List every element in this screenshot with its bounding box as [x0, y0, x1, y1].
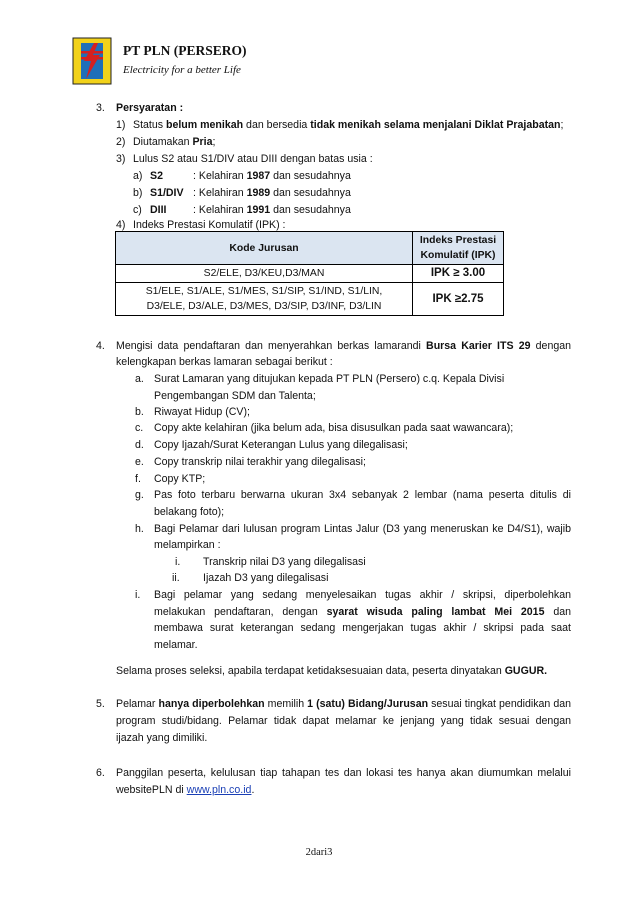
- cell-kode: S1/ELE, S1/ALE, S1/MES, S1/SIP, S1/IND, S1/LIN, D3/ELE, D3/ALE, D3/MES, D3/SIP, D3/INF, D3/LIN: [116, 283, 413, 316]
- doc-i-line-1: Bagi pelamar yang sedang menyelesaikan tugas akhir / skripsi, diperbolehkan: [154, 589, 571, 601]
- pln-website-link[interactable]: www.pln.co.id: [186, 784, 252, 796]
- age-c-text: : Kelahiran 1991 dan sesudahnya: [193, 204, 351, 216]
- doc-e-letter: e.: [135, 456, 144, 468]
- age-a-text: : Kelahiran 1987 dan sesudahnya: [193, 170, 351, 182]
- req-item-2-number: 2): [116, 136, 126, 148]
- section-4-number: 4.: [96, 340, 105, 352]
- cell-kode: S2/ELE, D3/KEU,D3/MAN: [116, 265, 413, 283]
- doc-b-letter: b.: [135, 406, 144, 418]
- doc-c-letter: c.: [135, 422, 144, 434]
- section-4-line-2: kelengkapan berkas lamaran sebagai berikut :: [116, 356, 333, 368]
- cell-ipk: IPK ≥2.75: [413, 283, 504, 316]
- company-name: PT PLN (PERSERO): [123, 43, 247, 58]
- req-item-3: Lulus S2 atau S1/DIV atau DIII dengan batas usia :: [133, 153, 373, 165]
- section-5-number: 5.: [96, 698, 105, 710]
- pln-logo-icon: [72, 37, 112, 85]
- age-b-letter: b): [133, 187, 143, 199]
- section-6-number: 6.: [96, 767, 105, 779]
- table-header-row: [116, 232, 504, 265]
- section-3-title: Persyaratan :: [116, 102, 184, 114]
- section-4-line-1: Mengisi data pendaftaran dan menyerahkan berkas lamarandi Bursa Karier ITS 29 dengan: [116, 340, 572, 352]
- doc-h-sub-2-text: Ijazah D3 yang dilegalisasi: [203, 572, 329, 584]
- doc-i-line-3: membawa surat keterangan sedang mengerjakan tugas akhir / skripsi pada saat: [154, 622, 571, 634]
- doc-f-letter: f.: [135, 473, 141, 485]
- doc-e-text: Copy transkrip nilai terakhir yang dilegalisasi;: [154, 456, 366, 468]
- req-item-3-number: 3): [116, 153, 126, 165]
- section-5-line-1: Pelamar hanya diperbolehkan memilih 1 (satu) Bidang/Jurusan sesuai tingkat pendidikan dan: [116, 698, 572, 710]
- age-c-degree: DIII: [150, 204, 167, 216]
- doc-f-text: Copy KTP;: [154, 473, 206, 485]
- section-5-line-2: program studi/bidang. Pelamar tidak dapat melamar ke jenjang yang tidak sesuai dengan: [116, 715, 571, 727]
- doc-h-line-1: Bagi Pelamar dari lulusan program Lintas Jalur (D3 yang meneruskan ke D4/S1), wajib: [154, 523, 571, 535]
- doc-d-text: Copy Ijazah/Surat Keterangan Lulus yang dilegalisasi;: [154, 439, 408, 451]
- doc-b-text: Riwayat Hidup (CV);: [154, 406, 250, 418]
- ipk-table: [115, 231, 504, 316]
- req-item-2: Diutamakan Pria;: [133, 136, 216, 148]
- doc-h-sub-1-text: Transkrip nilai D3 yang dilegalisasi: [203, 556, 366, 568]
- req-item-1-number: 1): [116, 119, 126, 131]
- section-5-line-3: ijazah yang dimiliki.: [116, 732, 208, 744]
- doc-h-line-2: melampirkan :: [154, 539, 221, 551]
- req-item-4: Indeks Prestasi Komulatif (IPK) :: [133, 219, 286, 231]
- doc-a-line-2: Pengembangan SDM dan Talenta;: [154, 390, 316, 402]
- doc-h-sub-1-number: i.: [175, 556, 181, 568]
- doc-h-sub-2-number: ii.: [172, 572, 180, 584]
- doc-i-line-2: melakukan pendaftaran, dengan syarat wisuda paling lambat Mei 2015 dan: [154, 606, 571, 618]
- doc-c-text: Copy akte kelahiran (jika belum ada, bisa disusulkan pada saat wawancara);: [154, 422, 514, 434]
- doc-a-letter: a.: [135, 373, 144, 385]
- age-c-letter: c): [133, 204, 142, 216]
- page-number: 2dari3: [305, 847, 333, 858]
- table-row: [116, 265, 504, 283]
- section-4-note: Selama proses seleksi, apabila terdapat ketidaksesuaian data, peserta dinyatakan GUGUR.: [116, 665, 548, 677]
- req-item-4-number: 4): [116, 219, 126, 231]
- age-b-degree: S1/DIV: [150, 187, 184, 199]
- doc-g-letter: g.: [135, 489, 144, 501]
- pln-logo: [72, 37, 112, 85]
- age-a-degree: S2: [150, 170, 163, 182]
- doc-a-line-1: Surat Lamaran yang ditujukan kepada PT PLN (Persero) c.q. Kepala Divisi: [154, 373, 505, 385]
- col-header-ipk: Indeks Prestasi Komulatif (IPK): [413, 232, 504, 265]
- req-item-1: Status belum menikah dan bersedia tidak menikah selama menjalani Diklat Prajabatan;: [133, 119, 564, 131]
- section-3-number: 3.: [96, 102, 105, 114]
- age-a-letter: a): [133, 170, 143, 182]
- doc-d-letter: d.: [135, 439, 144, 451]
- section-6-line-1: Panggilan peserta, kelulusan tiap tahapan tes dan lokasi tes hanya akan diumumkan melalui: [116, 767, 571, 779]
- doc-g-line-1: Pas foto terbaru berwarna ukuran 3x4 sebanyak 2 lembar (nama peserta ditulis di: [154, 489, 571, 501]
- doc-h-letter: h.: [135, 523, 144, 535]
- doc-g-line-2: belakang foto);: [154, 506, 225, 518]
- age-b-text: : Kelahiran 1989 dan sesudahnya: [193, 187, 351, 199]
- col-header-kode: Kode Jurusan: [116, 232, 413, 265]
- doc-i-letter: i.: [135, 589, 141, 601]
- doc-i-line-4: melamar.: [154, 639, 198, 651]
- cell-ipk: IPK ≥ 3.00: [413, 265, 504, 283]
- table-row: [116, 283, 504, 316]
- section-6-line-2: websitePLN di www.pln.co.id.: [116, 784, 255, 796]
- company-tagline: Electricity for a better Life: [123, 64, 241, 76]
